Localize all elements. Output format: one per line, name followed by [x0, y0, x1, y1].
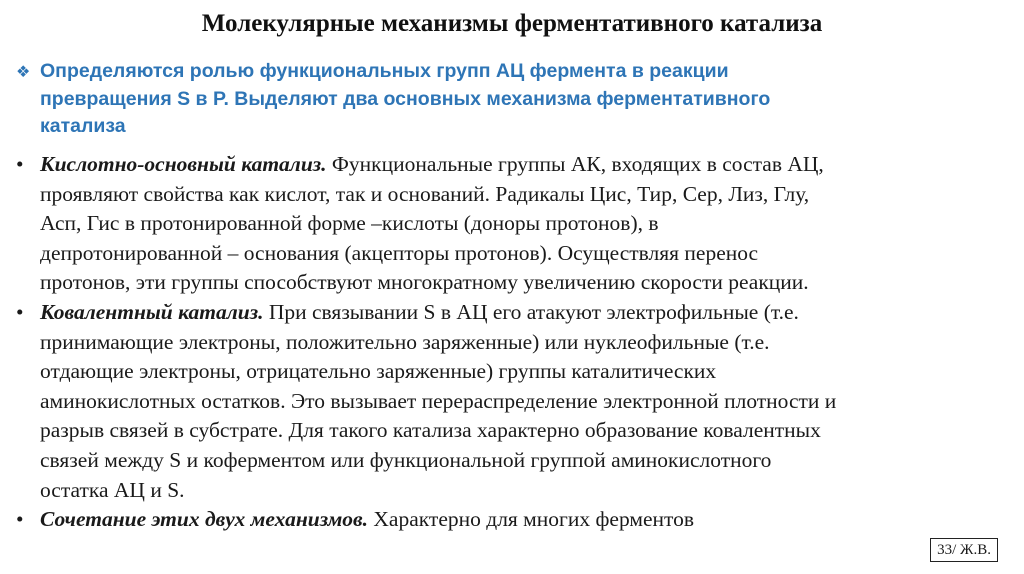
- bullet-dot: •: [16, 152, 24, 176]
- intro-line-2: превращения S в P. Выделяют два основных механизма ферментативного: [40, 88, 771, 110]
- bullet-list: [16, 150, 996, 535]
- bullet-line: разрыв связей в субстрате. Для такого катализа характерно образование ковалентных: [40, 418, 821, 443]
- intro-line-1-text: Определяются ролью функциональных групп АЦ фермента в реакции: [40, 60, 729, 82]
- bullet-combination: [16, 505, 996, 535]
- bullet-lead-covalent: Ковалентный катализ.: [40, 299, 264, 324]
- bullet-line: [40, 298, 996, 328]
- bullet-lead-combination: Сочетание этих двух механизмов.: [40, 507, 369, 532]
- slide-title: Молекулярные механизмы ферментативного катализа: [201, 10, 823, 37]
- bullet-dot: •: [16, 299, 24, 324]
- bullet-covalent: [16, 298, 996, 505]
- diamond-bullet-icon: ❖: [16, 64, 31, 81]
- bullet-line: Асп, Гис в протонированной форме –кислоты (доноры протонов), в: [40, 211, 659, 236]
- bullet-line: проявляют свойства как кислот, так и оснований. Радикалы Цис, Тир, Сер, Лиз, Глу,: [40, 181, 810, 206]
- bullet-line-text: Функциональные группы АК, входящих в состав АЦ,: [326, 152, 824, 176]
- intro-paragraph: [16, 58, 976, 140]
- bullet-line: [40, 150, 996, 180]
- bullet-line-text: При связывании S в АЦ его атакуют электрофильные (т.е.: [263, 299, 799, 324]
- bullet-line: аминокислотных остатков. Это вызывает перераспределение электронной плотности и: [40, 388, 837, 413]
- bullet-acid-base: [16, 150, 996, 298]
- bullet-line: принимающие электроны, положительно заряженные) или нуклеофильные (т.е.: [40, 329, 770, 354]
- bullet-dot: •: [16, 507, 24, 532]
- intro-line-1: [16, 58, 976, 86]
- bullet-line: протонов, эти группы способствуют многократному увеличению скорости реакции.: [40, 270, 809, 295]
- bullet-line: связей между S и коферментом или функциональной группой аминокислотного: [40, 447, 772, 472]
- bullet-line: отдающие электроны, отрицательно заряженные) группы каталитических: [40, 359, 717, 384]
- bullet-line: депротонированной – основания (акцепторы протонов). Осуществляя перенос: [40, 240, 759, 265]
- bullet-line-text: Характерно для многих ферментов: [368, 507, 695, 532]
- bullet-lead-acid-base: Кислотно-основный катализ.: [40, 152, 327, 176]
- bullet-line: остатка АЦ и S.: [40, 477, 185, 502]
- slide-number-badge: 33/ Ж.В.: [930, 538, 998, 562]
- intro-line-3: катализа: [40, 115, 126, 137]
- bullet-line: [40, 505, 996, 535]
